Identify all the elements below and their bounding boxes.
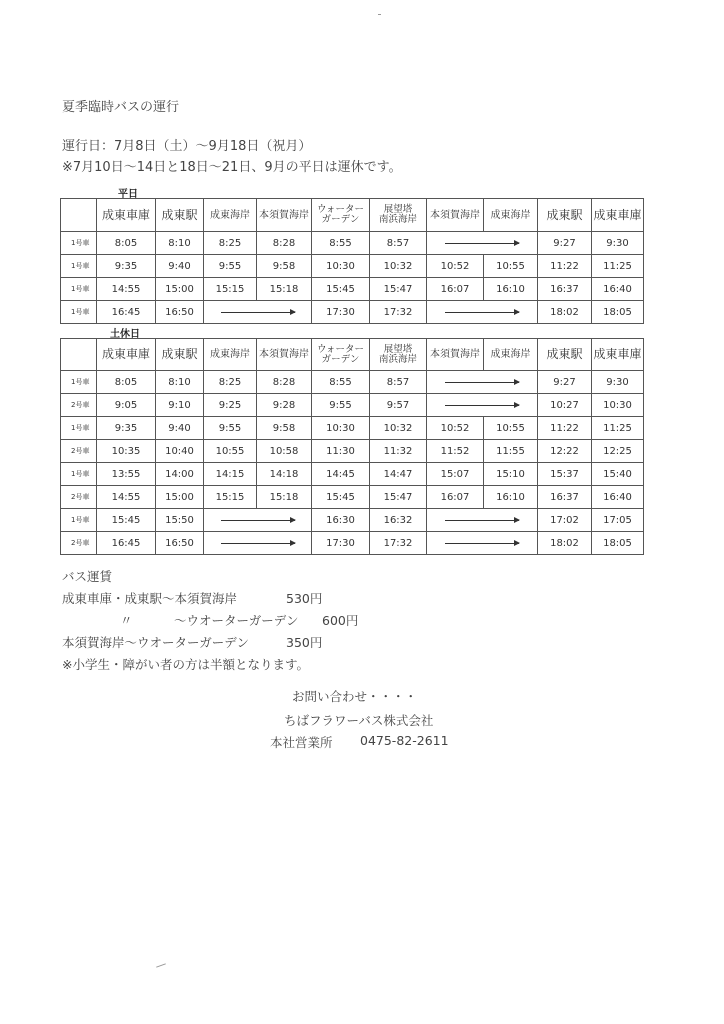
fare-price-3: 350円: [286, 635, 323, 650]
bus-number: 1号車: [61, 278, 97, 301]
time-cell: 9:57: [370, 394, 427, 417]
bus-number: 1号車: [61, 255, 97, 278]
table-row: [61, 440, 644, 463]
time-cell: 16:37: [538, 486, 592, 509]
time-cell: 8:10: [156, 232, 204, 255]
time-cell: 18:05: [592, 532, 644, 555]
time-cell: 11:52: [427, 440, 484, 463]
time-cell: 10:30: [312, 255, 370, 278]
time-cell: 18:05: [592, 301, 644, 324]
header-line: 南浜海岸: [378, 214, 417, 225]
header-line: ガーデン: [321, 353, 360, 365]
fare-heading: バス運賃: [62, 569, 113, 584]
header-stop: 成東車庫: [97, 339, 156, 371]
time-cell: 10:52: [427, 417, 484, 440]
time-cell: 10:30: [592, 394, 644, 417]
bus-number: 2号車: [61, 486, 97, 509]
header-stop: 成東海岸: [484, 199, 538, 232]
header-stop: 本須賀海岸: [427, 339, 484, 371]
header-stop: 本須賀海岸: [257, 199, 312, 232]
time-cell: 10:52: [427, 255, 484, 278]
skip-arrow-cell: [427, 371, 538, 394]
table-row: [61, 232, 644, 255]
time-cell: 9:28: [257, 394, 312, 417]
table-row: [61, 278, 644, 301]
right-arrow-icon: [445, 405, 519, 406]
time-cell: 15:18: [257, 278, 312, 301]
bus-number: 2号車: [61, 394, 97, 417]
time-cell: 15:18: [257, 486, 312, 509]
header-stop: 成東駅: [538, 199, 592, 232]
time-cell: 9:58: [257, 255, 312, 278]
time-cell: 9:55: [204, 255, 257, 278]
time-cell: 9:27: [538, 371, 592, 394]
time-cell: 10:58: [257, 440, 312, 463]
time-cell: 15:15: [204, 278, 257, 301]
company-name: ちばフラワーバス株式会社: [284, 713, 434, 728]
office-name: 本社営業所: [270, 735, 333, 750]
header-stop: 成東駅: [538, 339, 592, 371]
bus-number: 1号車: [61, 509, 97, 532]
header-line: ウォーター: [316, 204, 365, 215]
weekday-label: 平日: [118, 189, 138, 200]
time-cell: 8:55: [312, 371, 370, 394]
table-row: [61, 301, 644, 324]
suspension-note: ※7月10日〜14日と18日〜21日、9月の平日は運休です。: [62, 160, 402, 175]
time-cell: 16:10: [484, 278, 538, 301]
bus-number: 1号車: [61, 371, 97, 394]
time-cell: 8:55: [312, 232, 370, 255]
time-cell: 15:00: [156, 486, 204, 509]
time-cell: 10:32: [370, 255, 427, 278]
time-cell: 9:25: [204, 394, 257, 417]
time-cell: 16:40: [592, 486, 644, 509]
inquiry-text: お問い合わせ・・・・: [292, 689, 418, 704]
time-cell: 14:47: [370, 463, 427, 486]
right-arrow-icon: [445, 543, 519, 544]
time-cell: 9:40: [156, 417, 204, 440]
table-row: [61, 255, 644, 278]
header-line: ウォーター: [316, 343, 365, 355]
time-cell: 8:28: [257, 371, 312, 394]
right-arrow-icon: [221, 543, 295, 544]
time-cell: 8:57: [370, 232, 427, 255]
bus-number: 2号車: [61, 532, 97, 555]
time-cell: 16:07: [427, 278, 484, 301]
skip-arrow-cell: [204, 301, 312, 324]
time-cell: 16:07: [427, 486, 484, 509]
header-line: 展望塔: [383, 343, 413, 355]
time-cell: 9:30: [592, 371, 644, 394]
header-stop: 成東海岸: [484, 339, 538, 371]
header-stop: 成東駅: [156, 339, 204, 371]
header-stop: [370, 339, 427, 371]
time-cell: 11:30: [312, 440, 370, 463]
corner-cell: [61, 199, 97, 232]
time-cell: 10:32: [370, 417, 427, 440]
table-row: [61, 532, 644, 555]
right-arrow-icon: [221, 520, 295, 521]
time-cell: 16:45: [97, 532, 156, 555]
time-cell: 11:32: [370, 440, 427, 463]
corner-cell: [61, 339, 97, 371]
header-stop: [312, 199, 370, 232]
time-cell: 15:45: [312, 278, 370, 301]
time-cell: 15:40: [592, 463, 644, 486]
time-cell: 16:10: [484, 486, 538, 509]
header-line: 南浜海岸: [378, 353, 417, 365]
time-cell: 11:22: [538, 417, 592, 440]
time-cell: 18:02: [538, 301, 592, 324]
time-cell: 17:05: [592, 509, 644, 532]
time-cell: 13:55: [97, 463, 156, 486]
time-cell: 10:35: [97, 440, 156, 463]
time-cell: 10:30: [312, 417, 370, 440]
time-cell: 8:05: [97, 371, 156, 394]
time-cell: 9:55: [204, 417, 257, 440]
time-cell: 14:18: [257, 463, 312, 486]
scan-speck: [156, 963, 166, 967]
operating-dates: 運行日：7月8日（土）〜9月18日（祝月）: [62, 139, 312, 154]
time-cell: 11:22: [538, 255, 592, 278]
time-cell: 15:00: [156, 278, 204, 301]
fare-route-3: 本須賀海岸〜ウオーターガーデン: [62, 635, 250, 650]
time-cell: 17:30: [312, 532, 370, 555]
fare-note: ※小学生・障がい者の方は半額となります。: [62, 657, 309, 672]
time-cell: 16:32: [370, 509, 427, 532]
time-cell: 17:02: [538, 509, 592, 532]
header-stop: 成東車庫: [592, 339, 644, 371]
time-cell: 9:35: [97, 417, 156, 440]
time-cell: 11:25: [592, 255, 644, 278]
skip-arrow-cell: [427, 301, 538, 324]
time-cell: 16:40: [592, 278, 644, 301]
time-cell: 16:37: [538, 278, 592, 301]
right-arrow-icon: [445, 243, 519, 244]
time-cell: 16:50: [156, 301, 204, 324]
time-cell: 15:45: [97, 509, 156, 532]
time-cell: 9:30: [592, 232, 644, 255]
header-stop: 成東車庫: [97, 199, 156, 232]
bus-number: 1号車: [61, 463, 97, 486]
time-cell: 10:40: [156, 440, 204, 463]
time-cell: 9:40: [156, 255, 204, 278]
table-row: [61, 486, 644, 509]
header-stop: 成東海岸: [204, 339, 257, 371]
time-cell: 14:55: [97, 486, 156, 509]
time-cell: 15:45: [312, 486, 370, 509]
time-cell: 14:00: [156, 463, 204, 486]
skip-arrow-cell: [204, 532, 312, 555]
header-line: 展望塔: [383, 204, 413, 215]
time-cell: 8:57: [370, 371, 427, 394]
header-stop: 成東海岸: [204, 199, 257, 232]
time-cell: 14:15: [204, 463, 257, 486]
time-cell: 15:15: [204, 486, 257, 509]
header-stop: 成東車庫: [592, 199, 644, 232]
header-stop: 本須賀海岸: [427, 199, 484, 232]
bus-number: 1号車: [61, 417, 97, 440]
time-cell: 17:30: [312, 301, 370, 324]
time-cell: 8:28: [257, 232, 312, 255]
time-cell: 15:47: [370, 486, 427, 509]
time-cell: 10:55: [484, 417, 538, 440]
time-cell: 9:10: [156, 394, 204, 417]
time-cell: 16:30: [312, 509, 370, 532]
header-stop: 成東駅: [156, 199, 204, 232]
time-cell: 17:32: [370, 301, 427, 324]
time-cell: 8:05: [97, 232, 156, 255]
time-cell: 8:25: [204, 232, 257, 255]
time-cell: 18:02: [538, 532, 592, 555]
header-line: ガーデン: [321, 214, 360, 225]
right-arrow-icon: [445, 312, 519, 313]
skip-arrow-cell: [427, 232, 538, 255]
fare-route-2: 〜ウオーターガーデン: [174, 613, 299, 628]
fare-price-2: 600円: [322, 613, 359, 628]
table-row: [61, 417, 644, 440]
time-cell: 15:10: [484, 463, 538, 486]
header-stop: [312, 339, 370, 371]
bus-number: 1号車: [61, 232, 97, 255]
bus-number: 2号車: [61, 440, 97, 463]
time-cell: 16:50: [156, 532, 204, 555]
holiday-label: 土休日: [110, 329, 140, 340]
time-cell: 15:37: [538, 463, 592, 486]
time-cell: 8:25: [204, 371, 257, 394]
time-cell: 9:27: [538, 232, 592, 255]
time-cell: 12:22: [538, 440, 592, 463]
fare-route-1: 成東車庫・成東駅〜本須賀海岸: [62, 591, 238, 606]
table-row: [61, 509, 644, 532]
skip-arrow-cell: [427, 394, 538, 417]
fare-price-1: 530円: [286, 591, 323, 606]
right-arrow-icon: [445, 520, 519, 521]
skip-arrow-cell: [204, 509, 312, 532]
time-cell: 8:10: [156, 371, 204, 394]
time-cell: 11:55: [484, 440, 538, 463]
scan-speck: [378, 14, 381, 15]
header-stop: [370, 199, 427, 232]
time-cell: 9:05: [97, 394, 156, 417]
phone-number: 0475-82-2611: [360, 733, 449, 748]
skip-arrow-cell: [427, 509, 538, 532]
time-cell: 10:55: [204, 440, 257, 463]
time-cell: 12:25: [592, 440, 644, 463]
skip-arrow-cell: [427, 532, 538, 555]
time-cell: 15:07: [427, 463, 484, 486]
page-title: 夏季臨時バスの運行: [62, 100, 180, 115]
time-cell: 16:45: [97, 301, 156, 324]
time-cell: 14:55: [97, 278, 156, 301]
time-cell: 10:27: [538, 394, 592, 417]
bus-number: 1号車: [61, 301, 97, 324]
time-cell: 10:55: [484, 255, 538, 278]
time-cell: 17:32: [370, 532, 427, 555]
time-cell: 9:35: [97, 255, 156, 278]
fare-ditto: 〃: [120, 613, 133, 628]
right-arrow-icon: [221, 312, 295, 313]
weekday-timetable: [60, 198, 644, 324]
table-row: [61, 463, 644, 486]
time-cell: 9:58: [257, 417, 312, 440]
time-cell: 15:47: [370, 278, 427, 301]
table-row: [61, 371, 644, 394]
time-cell: 11:25: [592, 417, 644, 440]
table-row: [61, 394, 644, 417]
header-stop: 本須賀海岸: [257, 339, 312, 371]
holiday-timetable: [60, 338, 644, 555]
time-cell: 9:55: [312, 394, 370, 417]
time-cell: 15:50: [156, 509, 204, 532]
time-cell: 14:45: [312, 463, 370, 486]
right-arrow-icon: [445, 382, 519, 383]
